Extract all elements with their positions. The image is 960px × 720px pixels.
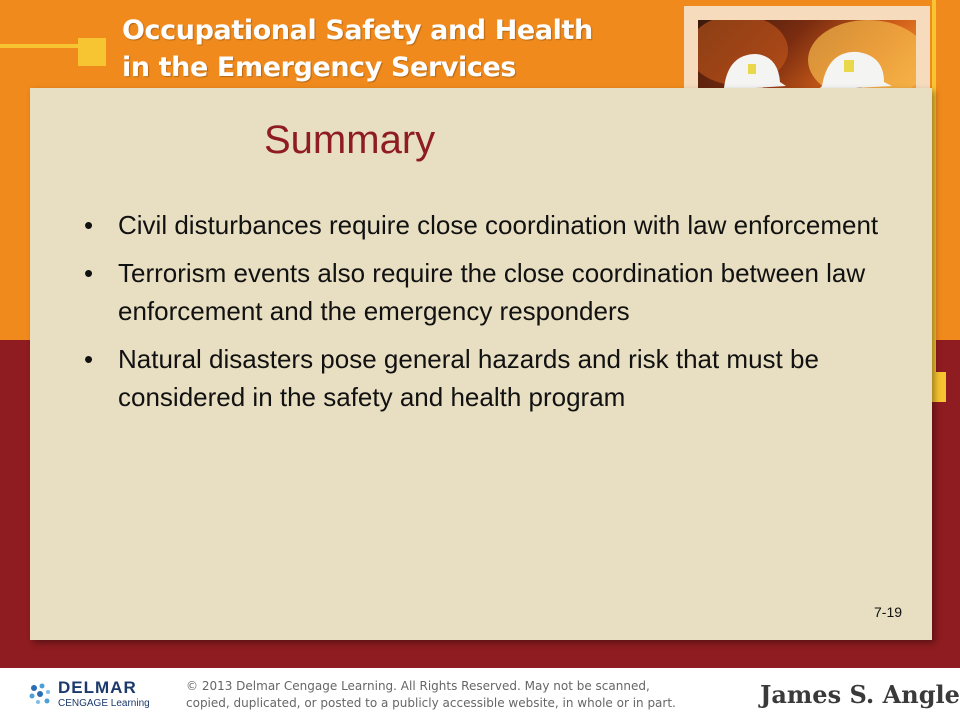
bullet-item: [84, 206, 884, 245]
book-title-line-2: in the Emergency Services: [122, 52, 517, 83]
publisher-logo: [28, 676, 188, 714]
slide-title: Summary: [264, 118, 436, 162]
publisher-name: DELMAR: [58, 678, 137, 697]
copyright-line-2: copied, duplicated, or posted to a publicly accessible website, in whole or in part.: [186, 696, 676, 710]
bullet-dot: •: [84, 210, 94, 240]
bullet-text: Terrorism events also require the close coordination between law enforcement and the emergency responders: [118, 257, 866, 326]
book-title-line-1: Occupational Safety and Health: [122, 15, 593, 46]
copyright-notice: [186, 678, 726, 712]
delmar-dots-icon: [28, 682, 54, 708]
bullet-item: [84, 254, 884, 331]
accent-square-top: [78, 38, 106, 66]
book-title: [122, 12, 682, 86]
copyright-line-1: © 2013 Delmar Cengage Learning. All Rights Reserved. May not be scanned,: [186, 679, 650, 693]
accent-line-right: [932, 0, 936, 376]
publisher-subtitle: CENGAGE Learning: [58, 698, 150, 709]
slide-number: 7-19: [874, 604, 903, 620]
bullet-list: [84, 206, 884, 426]
bullet-item: [84, 340, 884, 417]
bullet-text: Natural disasters pose general hazards and risk that must be considered in the safety and health program: [118, 343, 819, 412]
accent-line-top: [0, 44, 80, 48]
bullet-dot: •: [84, 257, 94, 288]
bullet-text: Civil disturbances require close coordination with law enforcement: [118, 210, 879, 240]
bullet-dot: •: [84, 343, 94, 374]
author-name: James S. Angle: [760, 680, 960, 709]
